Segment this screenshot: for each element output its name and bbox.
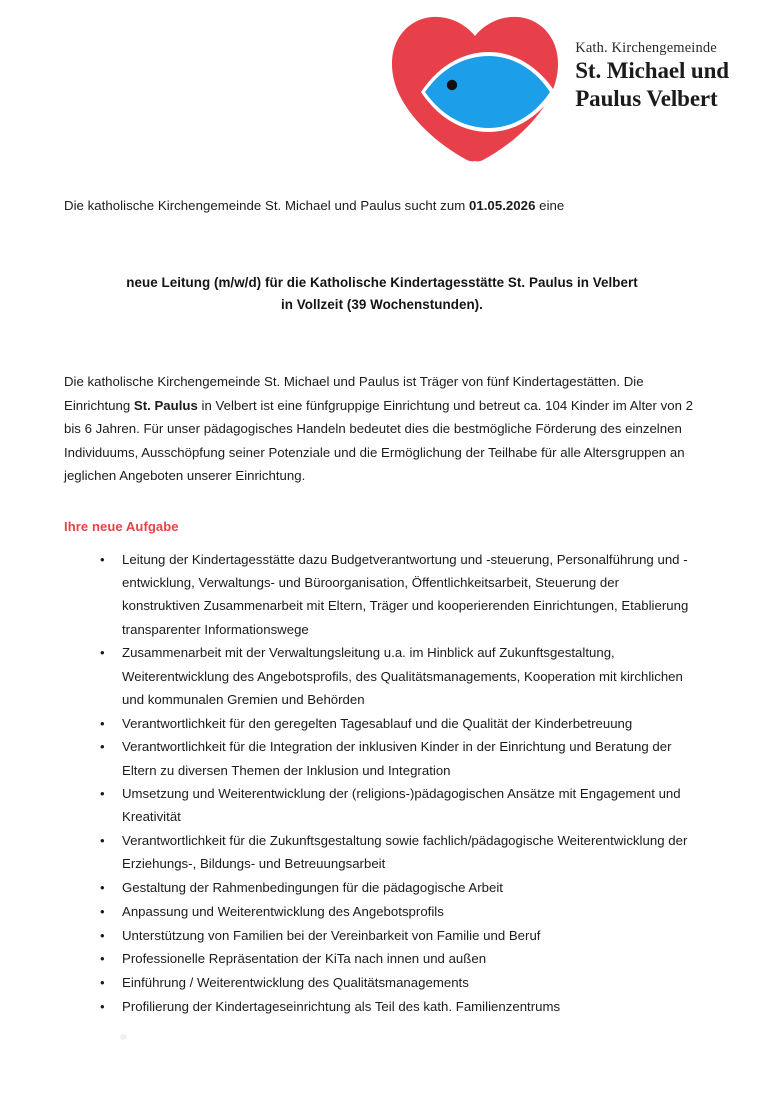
page-title bbox=[64, 272, 700, 315]
list-item-text: Leitung der Kindertagesstätte dazu Budgetverantwortung und -steuerung, Personalführung und -entwicklung, Verwaltungs- und Büroorganisation, Öffentlichkeitsarbeit, Steuerung der konstruktiven Zusammenarbeit mit Eltern, Träger und kooperierenden Einrichtungen, Etablierung transparenter Informationswege bbox=[122, 551, 689, 637]
list-item-text: Unterstützung von Familien bei der Vereinbarkeit von Familie und Beruf bbox=[122, 927, 541, 943]
parish-logo bbox=[389, 14, 729, 166]
paragraph-part-1: Die katholische Kirchengemeinde St. Michael und Paulus ist Träger von fünf Kindertagestätten. Die Einrichtung bbox=[64, 374, 644, 413]
scan-artifact bbox=[120, 1034, 127, 1040]
bullet-icon: • bbox=[100, 951, 105, 967]
list-item-text: Verantwortlichkeit für den geregelten Tagesablauf und die Qualität der Kinderbetreuung bbox=[122, 715, 633, 731]
bullet-icon: • bbox=[100, 880, 105, 896]
bullet-icon: • bbox=[100, 927, 105, 943]
task-list bbox=[64, 548, 700, 1018]
logo-line-st-michael-und: St. Michael und bbox=[575, 58, 729, 84]
heart-with-fish-ichthys-icon bbox=[389, 14, 561, 166]
list-item bbox=[64, 829, 700, 875]
list-item-text: Verantwortlichkeit für die Integration der inklusiven Kinder in der Einrichtung und Beratung der Eltern zu diversen Themen der Inklusion und Integration bbox=[122, 739, 672, 778]
list-item-text: Professionelle Repräsentation der KiTa nach innen und außen bbox=[122, 951, 487, 967]
bullet-icon: • bbox=[100, 833, 105, 849]
list-item bbox=[64, 782, 700, 828]
job-title-line-2: in Vollzeit (39 Wochenstunden). bbox=[281, 296, 483, 312]
list-item bbox=[64, 735, 700, 781]
list-item-text: Zusammenarbeit mit der Verwaltungsleitung u.a. im Hinblick auf Zukunftsgestaltung, Weiterentwicklung des Angebotsprofils, des Qualitätsmanagements, Kooperation mit kirchlichen und kommunalen Gremien und Behörden bbox=[122, 645, 683, 707]
bullet-icon: • bbox=[100, 786, 105, 802]
list-item bbox=[64, 876, 700, 899]
bullet-icon: • bbox=[100, 903, 105, 919]
list-item-text: Profilierung der Kindertageseinrichtung als Teil des kath. Familienzentrums bbox=[122, 998, 561, 1014]
list-item bbox=[64, 947, 700, 970]
intro-sentence bbox=[64, 196, 700, 216]
paragraph-part-2: in Velbert ist eine fünfgruppige Einrichtung und betreut ca. 104 Kinder im Alter von 2 bis 6 Jahren. Für unser pädagogisches Handeln bedeutet dies die bestmögliche Förderung des einzelnen Individuums, Ausschöpfung seiner Potenziale und die Ermöglichung der Teilhabe für alle Altersgruppen an jeglichen Angeboten unserer Einrichtung. bbox=[64, 397, 693, 484]
bullet-icon: • bbox=[100, 739, 105, 755]
list-item bbox=[64, 971, 700, 994]
list-item bbox=[64, 995, 700, 1018]
list-item bbox=[64, 641, 700, 711]
list-item bbox=[64, 548, 700, 641]
list-item bbox=[64, 924, 700, 947]
bullet-icon: • bbox=[100, 998, 105, 1014]
list-item-text: Umsetzung und Weiterentwicklung der (religions-)pädagogischen Ansätze mit Engagement und Kreativität bbox=[122, 786, 681, 825]
section-heading-ihre-neue-aufgabe: Ihre neue Aufgabe bbox=[64, 518, 179, 534]
job-title-line-1: neue Leitung (m/w/d) für die Katholische Kindertagesstätte St. Paulus in Velbert bbox=[126, 274, 638, 290]
list-item bbox=[64, 712, 700, 735]
list-item-text: Anpassung und Weiterentwicklung des Angebotsprofils bbox=[122, 903, 444, 919]
list-item-text: Einführung / Weiterentwicklung des Qualitätsmanagements bbox=[122, 975, 469, 991]
intro-paragraph bbox=[64, 370, 700, 488]
logo-line-paulus-velbert: Paulus Velbert bbox=[575, 86, 718, 112]
list-item-text: Gestaltung der Rahmenbedingungen für die pädagogische Arbeit bbox=[122, 880, 503, 896]
document-header bbox=[0, 14, 763, 174]
bullet-icon: • bbox=[100, 551, 105, 567]
bullet-icon: • bbox=[100, 645, 105, 661]
list-item-text: Verantwortlichkeit für die Zukunftsgestaltung sowie fachlich/pädagogische Weiterentwicklung der Erziehungs-, Bildungs- und Betreuungsarbeit bbox=[122, 833, 688, 872]
logo-line-kath-kirchengemeinde: Kath. Kirchengemeinde bbox=[575, 39, 717, 56]
logo-wordmark bbox=[575, 39, 729, 141]
bullet-icon: • bbox=[100, 715, 105, 731]
intro-text-before: Die katholische Kirchengemeinde St. Michael und Paulus sucht zum bbox=[64, 198, 469, 214]
bullet-icon: • bbox=[100, 975, 105, 991]
document-body bbox=[64, 183, 700, 1019]
intro-text-after: eine bbox=[535, 198, 565, 214]
start-date: 01.05.2026 bbox=[468, 198, 536, 214]
list-item bbox=[64, 900, 700, 923]
facility-name: St. Paulus bbox=[133, 397, 198, 413]
